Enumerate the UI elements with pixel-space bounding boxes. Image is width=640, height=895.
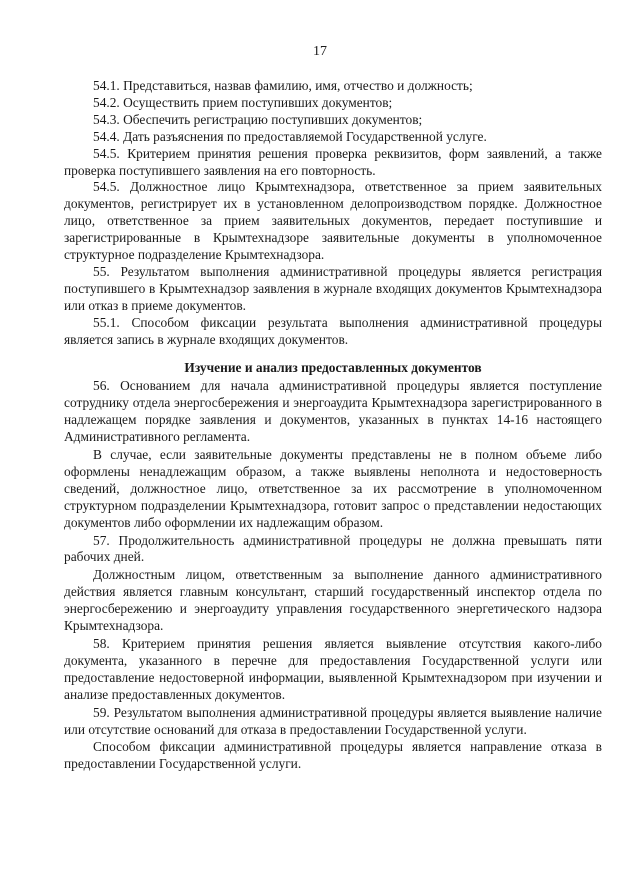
paragraph-57: 57. Продолжительность административной процедуры не должна превышать пяти рабочих дней.	[64, 532, 602, 565]
paragraph-54-5-criteria: 54.5. Критерием принятия решения проверка реквизитов, форм заявлений, а также проверка поступившего заявления на его повторность.	[64, 145, 602, 178]
paragraph-56: 56. Основанием для начала административной процедуры является поступление сотруднику отдела энергосбережения и энергоаудита Крымтехнадзора зарегистрированного в надлежащем порядке заявления и документов, указанных в пунктах 14-16 настоящего Административного регламента.	[64, 378, 602, 445]
paragraph-fixation-method: Способом фиксации административной процедуры является направление отказа в предоставлении Государственной услуги.	[64, 739, 602, 772]
paragraph-54-5-official: 54.5. Должностное лицо Крымтехнадзора, ответственное за прием заявительных документов, регистрирует их в установленном делопроизводством порядке. Должностное лицо, ответственное за прием заявительных документов, передает поступившие и зарегистрированные в Крымтехнадзоре заявительные документы в уполномоченное структурное подразделение Крымтехнадзора.	[64, 179, 602, 263]
paragraph-54-1: 54.1. Представиться, назвав фамилию, имя, отчество и должность;	[93, 78, 473, 93]
paragraph-54-3: 54.3. Обеспечить регистрацию поступивших документов;	[93, 111, 423, 127]
paragraph-55: 55. Результатом выполнения административной процедуры является регистрация поступившего в Крымтехнадзор заявления в журнале входящих документов Крымтехнадзора или отказ в приеме документов.	[64, 263, 602, 313]
paragraph-incomplete-documents: В случае, если заявительные документы представлены не в полном объеме либо оформлены ненадлежащим образом, а также выявлены неполнота и недостоверность сведений, должностное лицо, ответственное за их рассмотрение в уполномоченном структурном подразделении Крымтехнадзора, готовит запрос о представлении недостающих документов либо оформлении их надлежащим образом.	[64, 447, 602, 530]
paragraph-58: 58. Критерием принятия решения является выявление отсутствия какого-либо документа, указанного в перечне для предоставления Государственной услуги или предоставление недостоверной информации, выявленной Крымтехнадзором при изучении и анализе предоставленных документов.	[64, 636, 602, 702]
paragraph-54-4: 54.4. Дать разъяснения по предоставляемой Государственной услуге.	[93, 128, 487, 144]
paragraph-59: 59. Результатом выполнения административной процедуры является выявление наличие или отсутствие оснований для отказа в предоставлении Государственной услуги.	[64, 704, 602, 737]
paragraph-54-2: 54.2. Осуществить прием поступивших документов;	[93, 94, 393, 110]
paragraph-55-1: 55.1. Способом фиксации результата выполнения административной процедуры является запись в журнале входящих документов.	[64, 314, 602, 347]
document-body	[64, 78, 602, 773]
page-number: 17	[313, 44, 327, 59]
section-heading: Изучение и анализ предоставленных документов	[184, 359, 482, 375]
paragraph-responsible-official: Должностным лицом, ответственным за выполнение данного административного действия является главным консультант, старший государственный инспектор отдела по энергосбережению и энергоаудиту управления государственного энергетического надзора Крымтехнадзора.	[64, 567, 602, 634]
